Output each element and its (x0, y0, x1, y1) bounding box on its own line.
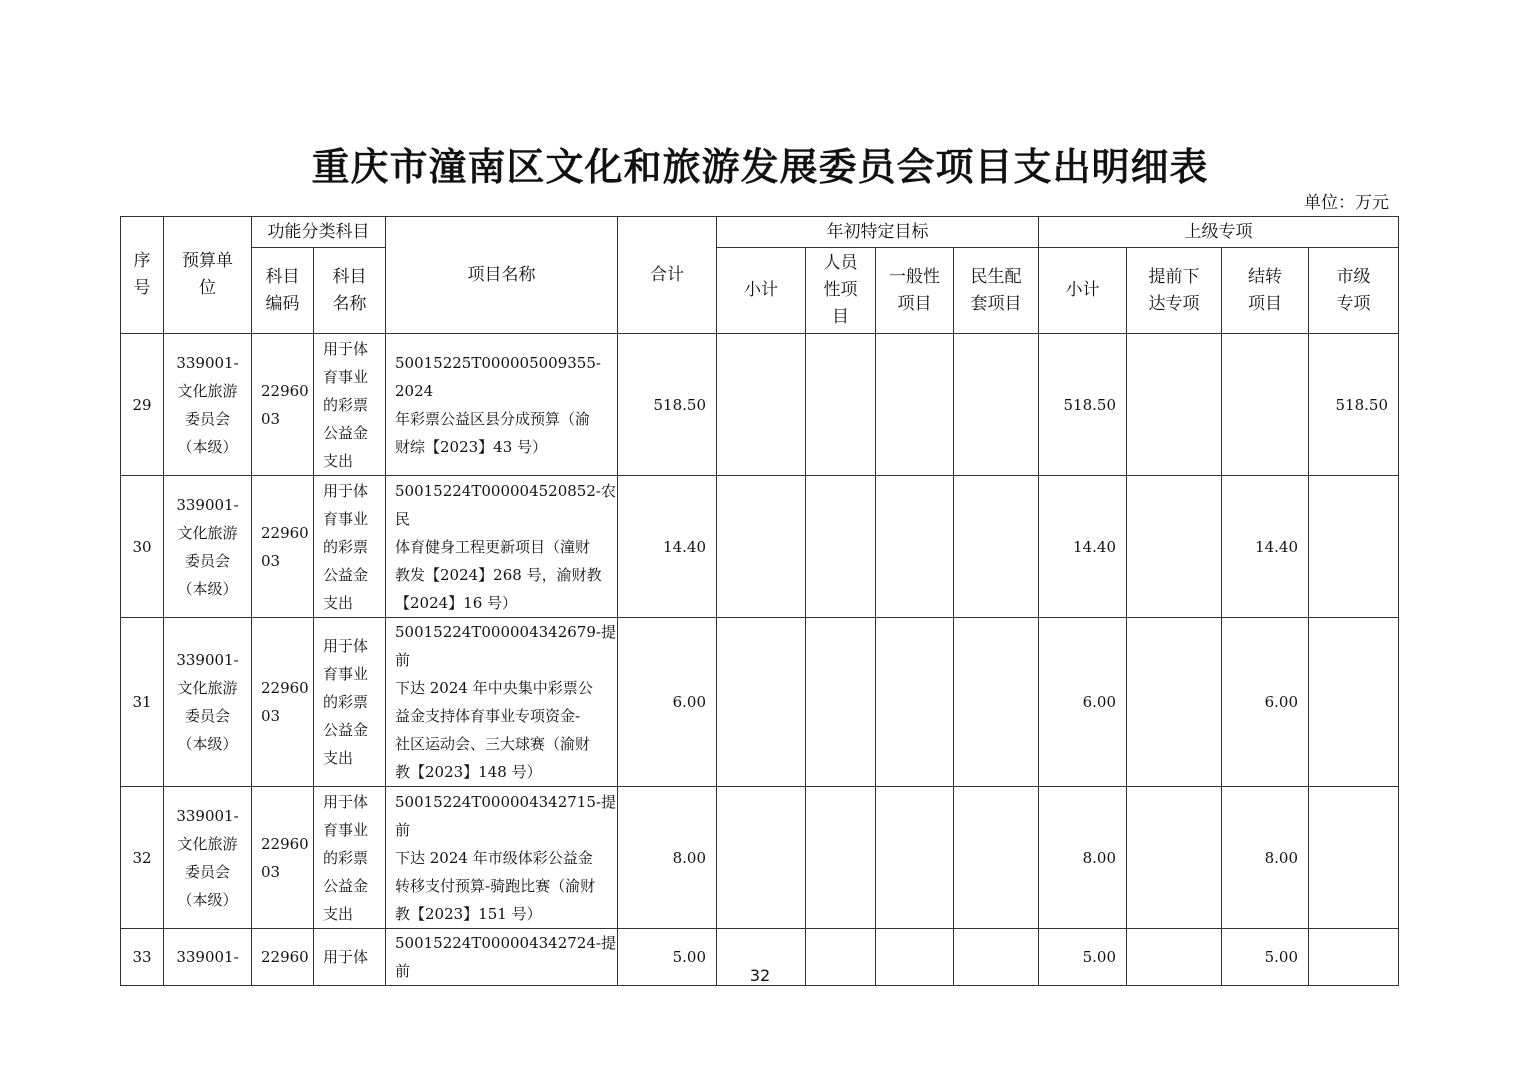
cell-subject-code (252, 618, 314, 787)
header-row-2 (121, 248, 1399, 334)
header-city: 市级 专项 (1309, 248, 1399, 334)
cell-subject-name-line: 公益金 (323, 721, 369, 739)
cell-budget-unit-line: 文化旅游 (177, 834, 238, 853)
unit-label: 单位：万元 (1304, 193, 1389, 213)
cell-project-name-line: 50015224T000004342679-提前 (395, 623, 616, 669)
cell-total: 518.50 (618, 334, 717, 476)
cell-livelihood (954, 618, 1039, 787)
cell-subject-code-line: 22960 (261, 948, 309, 966)
cell-subject-name-line: 用于体 (323, 792, 369, 811)
cell-project-name-line: 体育健身工程更新项目（潼财 (395, 537, 591, 556)
cell-superior-subtotal: 8.00 (1039, 787, 1127, 929)
cell-subject-code-line: 03 (261, 707, 281, 725)
cell-general (876, 334, 954, 476)
cell-superior-subtotal: 5.00 (1039, 929, 1127, 986)
header-func-group: 功能分类科目 (252, 217, 386, 248)
cell-general (876, 787, 954, 929)
cell-seq: 33 (121, 929, 164, 986)
cell-budget-unit-line: 文化旅游 (177, 523, 238, 542)
cell-subject-name (314, 618, 386, 787)
cell-livelihood (954, 787, 1039, 929)
cell-seq: 32 (121, 787, 164, 929)
header-personnel: 人员 性项 目 (806, 248, 876, 334)
table-row (121, 334, 1399, 476)
cell-subject-code-line: 22960 (261, 523, 309, 542)
cell-total: 6.00 (618, 618, 717, 787)
cell-project-name-line: 教【2023】151 号） (395, 904, 542, 923)
cell-city (1309, 787, 1399, 929)
page-title: 重庆市潼南区文化和旅游发展委员会项目支出明细表 (311, 145, 1209, 189)
cell-seq: 29 (121, 334, 164, 476)
cell-seq: 30 (121, 476, 164, 618)
cell-budget-unit-line: 委员会 (184, 409, 230, 428)
header-superior-subtotal: 小计 (1039, 248, 1127, 334)
cell-subject-code-line: 22960 (261, 381, 309, 400)
cell-city (1309, 618, 1399, 787)
cell-subject-name-line: 育事业 (323, 820, 369, 839)
cell-subject-name-line: 用于体 (323, 948, 369, 966)
cell-subject-code-line: 03 (261, 551, 281, 570)
project-expense-table (120, 216, 1399, 986)
cell-subject-name-line: 公益金 (323, 565, 369, 584)
header-subject-code: 科目 编码 (252, 248, 314, 334)
cell-personnel (806, 618, 876, 787)
table-row (121, 787, 1399, 929)
cell-general (876, 618, 954, 787)
cell-total: 5.00 (618, 929, 717, 986)
header-seq: 序 号 (121, 217, 164, 334)
cell-project-name (386, 787, 618, 929)
cell-subject-code-line: 22960 (261, 834, 309, 853)
header-advance: 提前下 达专项 (1127, 248, 1222, 334)
cell-budget-unit (164, 787, 252, 929)
cell-budget-unit-line: （本级） (177, 579, 238, 598)
cell-subject-name-line: 公益金 (323, 876, 369, 895)
cell-project-name-line: 转移支付预算-骑跑比赛（渝财 (395, 876, 596, 895)
cell-subject-code-line: 22960 (261, 679, 309, 697)
cell-initial-subtotal (717, 618, 806, 787)
cell-budget-unit-line: （本级） (177, 735, 238, 753)
cell-carryover (1222, 334, 1309, 476)
cell-budget-unit-line: （本级） (177, 890, 238, 909)
cell-personnel (806, 476, 876, 618)
cell-advance (1127, 787, 1222, 929)
cell-budget-unit (164, 476, 252, 618)
cell-subject-code (252, 334, 314, 476)
header-general: 一般性 项目 (876, 248, 954, 334)
cell-carryover: 14.40 (1222, 476, 1309, 618)
cell-subject-name-line: 公益金 (323, 423, 369, 442)
cell-initial-subtotal (717, 476, 806, 618)
cell-budget-unit-line: （本级） (177, 437, 238, 456)
cell-subject-name-line: 支出 (323, 749, 354, 767)
cell-project-name (386, 334, 618, 476)
cell-superior-subtotal: 6.00 (1039, 618, 1127, 787)
header-carryover: 结转 项目 (1222, 248, 1309, 334)
cell-city: 518.50 (1309, 334, 1399, 476)
header-row-1 (121, 217, 1399, 248)
cell-budget-unit (164, 618, 252, 787)
cell-budget-unit (164, 334, 252, 476)
cell-budget-unit-line: 委员会 (184, 707, 230, 725)
cell-subject-name-line: 用于体 (323, 637, 369, 655)
cell-project-name-line: 益金支持体育事业专项资金- (395, 707, 581, 725)
cell-project-name-line: 年彩票公益区县分成预算（渝 (395, 409, 591, 428)
cell-project-name-line: 下达 2024 年中央集中彩票公 (395, 679, 593, 697)
cell-advance (1127, 618, 1222, 787)
cell-project-name-line: 50015225T000005009355-2024 (395, 353, 601, 400)
table-row (121, 618, 1399, 787)
cell-subject-name-line: 的彩票 (323, 395, 369, 414)
header-superior-group: 上级专项 (1039, 217, 1399, 248)
header-initial-subtotal: 小计 (717, 248, 806, 334)
cell-subject-name-line: 育事业 (323, 665, 369, 683)
cell-subject-code-line: 03 (261, 862, 281, 881)
cell-subject-name-line: 支出 (323, 593, 354, 612)
cell-subject-code-line: 03 (261, 409, 281, 428)
cell-subject-name (314, 334, 386, 476)
cell-budget-unit-line: 339001- (176, 948, 239, 966)
cell-advance (1127, 476, 1222, 618)
header-total: 合计 (618, 217, 717, 334)
header-project-name: 项目名称 (386, 217, 618, 334)
cell-total: 8.00 (618, 787, 717, 929)
cell-subject-name (314, 476, 386, 618)
header-livelihood: 民生配 套项目 (954, 248, 1039, 334)
cell-budget-unit-line: 339001- (176, 495, 239, 514)
header-subject-name: 科目 名称 (314, 248, 386, 334)
cell-total: 14.40 (618, 476, 717, 618)
cell-seq: 31 (121, 618, 164, 787)
cell-subject-code (252, 476, 314, 618)
cell-budget-unit-line: 文化旅游 (177, 381, 238, 400)
cell-subject-name-line: 的彩票 (323, 848, 369, 867)
cell-budget-unit-line: 委员会 (184, 551, 230, 570)
cell-advance (1127, 334, 1222, 476)
cell-carryover: 5.00 (1222, 929, 1309, 986)
cell-project-name-line: 50015224T000004520852-农民 (395, 481, 616, 528)
cell-budget-unit-line: 339001- (176, 806, 239, 825)
cell-carryover: 6.00 (1222, 618, 1309, 787)
cell-livelihood (954, 476, 1039, 618)
cell-city (1309, 476, 1399, 618)
cell-general (876, 476, 954, 618)
cell-subject-name-line: 用于体 (323, 339, 369, 358)
cell-project-name-line: 【2024】16 号） (395, 593, 518, 612)
cell-budget-unit-line: 339001- (176, 651, 239, 669)
cell-livelihood (954, 334, 1039, 476)
header-initial-group: 年初特定目标 (717, 217, 1039, 248)
cell-subject-name-line: 育事业 (323, 367, 369, 386)
cell-carryover: 8.00 (1222, 787, 1309, 929)
cell-subject-name-line: 用于体 (323, 481, 369, 500)
cell-superior-subtotal: 518.50 (1039, 334, 1127, 476)
cell-subject-name-line: 支出 (323, 904, 354, 923)
cell-initial-subtotal (717, 334, 806, 476)
cell-initial-subtotal (717, 787, 806, 929)
cell-subject-code (252, 787, 314, 929)
cell-subject-name-line: 育事业 (323, 509, 369, 528)
cell-project-name-line: 财综【2023】43 号） (395, 437, 548, 456)
cell-subject-name-line: 的彩票 (323, 537, 369, 556)
cell-subject-name-line: 支出 (323, 451, 354, 470)
cell-budget-unit-line: 委员会 (184, 862, 230, 881)
cell-project-name-line: 教【2023】148 号） (395, 763, 542, 781)
cell-subject-name-line: 的彩票 (323, 693, 369, 711)
cell-superior-subtotal: 14.40 (1039, 476, 1127, 618)
cell-project-name-line: 教发【2024】268 号，渝财教 (395, 565, 602, 584)
cell-project-name-line: 下达 2024 年市级体彩公益金 (395, 848, 593, 867)
cell-project-name-line: 社区运动会、三大球赛（渝财 (395, 735, 591, 753)
cell-personnel (806, 787, 876, 929)
header-budget-unit: 预算单 位 (164, 217, 252, 334)
cell-personnel (806, 334, 876, 476)
cell-project-name-line: 50015224T000004342724-提前 (395, 934, 616, 980)
cell-project-name (386, 618, 618, 787)
page-number: 32 (749, 966, 771, 985)
table-row (121, 476, 1399, 618)
cell-project-name-line: 50015224T000004342715-提前 (395, 792, 616, 839)
cell-project-name (386, 476, 618, 618)
cell-subject-name (314, 787, 386, 929)
cell-budget-unit-line: 文化旅游 (177, 679, 238, 697)
cell-budget-unit-line: 339001- (176, 353, 239, 372)
